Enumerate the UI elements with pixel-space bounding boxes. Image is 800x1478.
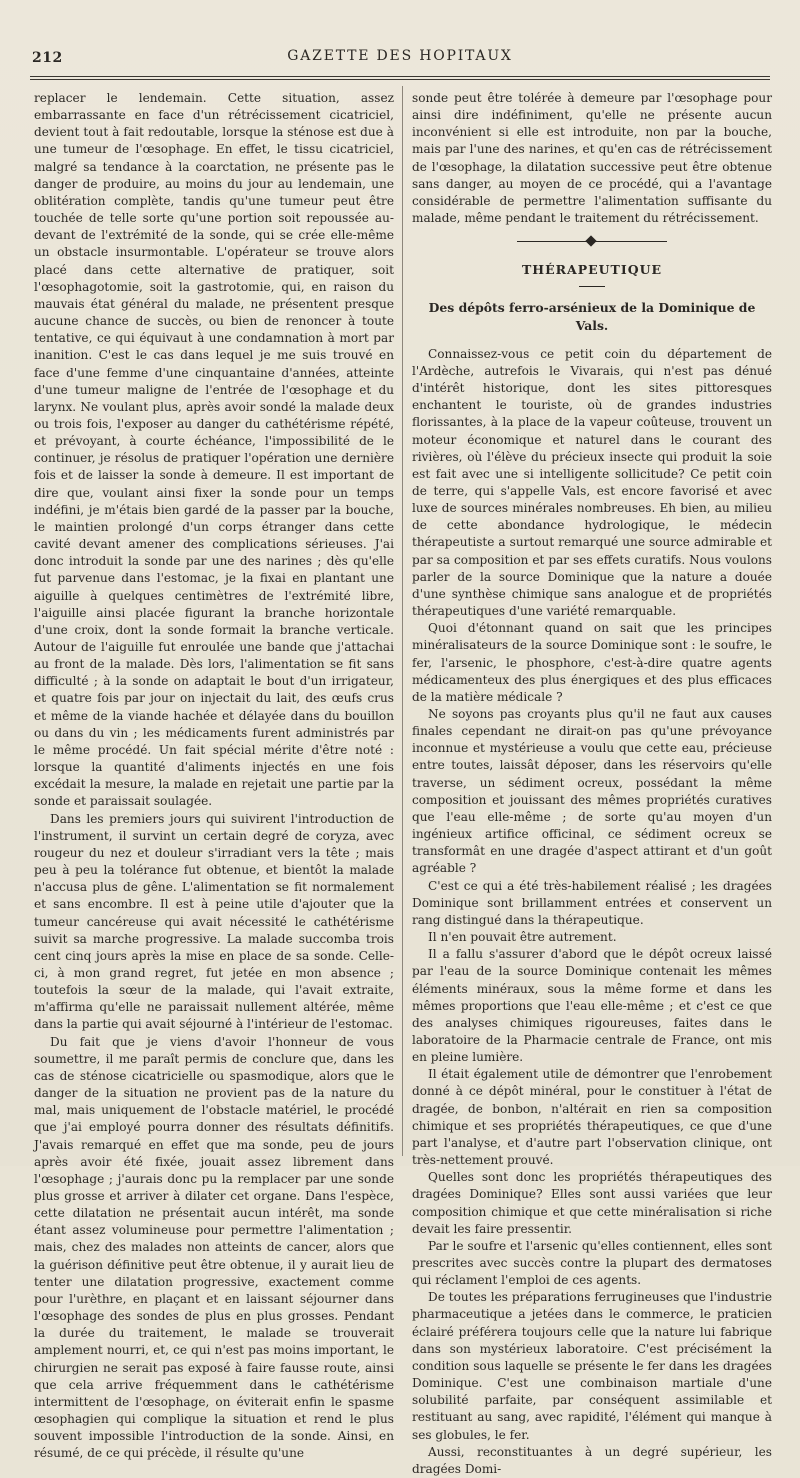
paragraph: Dans les premiers jours qui suivirent l'introduction de l'instrument, il survint un certain degré de coryza, avec rougeur du nez et douleur s'irradiant vers la tête ; mais peu à peu la tolérance fut obtenue, et bientôt la malade n'accusa plus de gêne. L'alimentation se fit normalement et sans encombre. Il est à peine utile d'ajouter que la tumeur cancéreuse qui avait nécessité le cathétérisme suivit sa marche progressive. La malade succomba trois cent cinq jours après la mise en place de sa sonde. Celle-ci, à mon grand regret, fut jetée en mon absence ; toutefois la sœur de la malade, qui l'avait extraite, m'affirma qu'elle ne paraissait nullement altérée, même dans la partie qui avait séjourné à l'intérieur de l'estomac. — [34, 811, 394, 1032]
header-rule-double — [30, 79, 770, 80]
paragraph: Il était également utile de démontrer que l'enrobement donné à ce dépôt minéral, pour le constituer à l'état de dragée, de bonbon, n'altérait en rien sa composition chimique et ses propriétés thérapeutiques, ce que d'une part l'analyse, et d'autre part l'observation clinique, ont très-nettement prouvé. — [412, 1067, 772, 1168]
paragraph: Par le soufre et l'arsenic qu'elles contiennent, elles sont prescrites avec succès contre la plupart des dermatoses qui réclament l'emploi de ces agents. — [412, 1238, 772, 1288]
paragraph: Il n'en pouvait être autrement. — [428, 930, 617, 945]
paragraph: C'est ce qui a été très-habilement réalisé ; les dragées Dominique sont brillamment entrées et conservent un rang distingué dans la thérapeutique. — [412, 878, 772, 927]
paragraph: De toutes les préparations ferrugineuses que l'industrie pharmaceutique a jetées dans le commerce, le praticien éclairé préférera toujours celle que la nature lui fabrique dans son mystérieux laboratoire. C'est précisément la condition sous laquelle se présente le fer dans les dragées Dominique. C'est une combinaison martiale d'une solubilité parfaite, par conséquent assimilable et restituant au sang, avec rapidité, l'élément qui manque à ses globules, le fer. — [412, 1290, 772, 1442]
paragraph: sonde peut être tolérée à demeure par l'œsophage pour ainsi dire indéfiniment, qu'elle ne présente aucun inconvénient si elle est introduite, non par la bouche, mais par l'une des narines, et qu'en cas de rétrécissement de l'œsophage, la dilatation successive peut être obtenue sans danger, au moyen de ce procédé, qui a l'avantage considérable de permettre l'alimentation suffisante du malade, même pendant le traitement du rétrécissement. — [412, 91, 772, 226]
page-header — [30, 46, 770, 72]
paragraph: Connaissez-vous ce petit coin du département de l'Ardèche, autrefois le Vivarais, qui n'est pas dénué d'intérêt historique, dont les sites pittoresques enchantent le touriste, où de grandes industries florissantes, à la place de la vapeur coûteuse, trouvent un moteur économique et naturel dans le courant des rivières, où l'élève du précieux insecte qui produit la soie est fait avec une si intelligente sollicitude? Ce petit coin de terre, qui s'appelle Vals, est encore favorisé et avec luxe de sources minérales nombreuses. Eh bien, au milieu de cette abondance hydrologique, le médecin thérapeutiste a surtout remarqué une source admirable et par sa composition et par ses effets curatifs. Nous voulons parler de la source Dominique que la nature a douée d'une synthèse chimique sans analogue et de propriétés thérapeutiques d'une variété remarquable. — [412, 346, 772, 619]
section-title: THÉRAPEUTIQUE — [521, 262, 663, 278]
article-title: Des dépôts ferro-arsénieux de la Dominique de Vals. — [428, 300, 756, 333]
running-title: GAZETTE DES HOPITAUX — [287, 48, 513, 64]
page-number: 212 — [32, 50, 63, 66]
paragraph: Quoi d'étonnant quand on sait que les principes minéralisateurs de la source Dominique sont : le soufre, le fer, l'arsenic, le phosphore, c'est-à-dire quatre agents médicamenteux des plus énergiques et des plus efficaces de la matière médicale ? — [412, 621, 772, 704]
right-column — [412, 90, 772, 1478]
left-column — [34, 90, 394, 1463]
ornamental-separator — [517, 237, 667, 247]
paragraph: Quelles sont donc les propriétés thérapeutiques des dragées Dominique? Elles sont aussi variées que leur composition chimique et que cette minéralisation si riche devait les faire pressentir. — [412, 1170, 772, 1236]
paragraph: Il a fallu s'assurer d'abord que le dépôt ocreux laissé par l'eau de la source Dominique contenait les mêmes éléments minéraux, sous la même forme et dans les mêmes proportions que l'eau elle-même ; et c'est ce que des analyses chimiques rigoureuses, faites dans le laboratoire de la Pharmacie centrale de France, ont mis en pleine lumière. — [412, 947, 772, 1065]
paragraph: Du fait que je viens d'avoir l'honneur de vous soumettre, il me paraît permis de conclure que, dans les cas de sténose cicatricielle ou spasmodique, alors que le danger de la situation ne provient pas de la nature du mal, mais uniquement de l'obstacle matériel, le procédé que j'ai employé pourra donner des résultats définitifs. J'avais remarqué en effet que ma sonde, peu de jours après avoir été fixée, jouait assez librement dans l'œsophage ; j'aurais donc pu la remplacer par une sonde plus grosse et arriver à dilater cet organe. Dans l'espèce, cette dilatation ne présentait aucun intérêt, ma sonde étant assez volumineuse pour permettre l'alimentation ; mais, chez des malades non atteints de cancer, alors que la guérison définitive peut être obtenue, il y aurait lieu de tenter une dilatation progressive, exactement comme pour l'urèthre, en plaçant et en laissant séjourner dans l'œsophage des sondes de plus en plus grosses. Pendant la durée du traitement, le malade se trouverait amplement nourri, et, ce qui n'est pas moins important, le chirurgien ne serait pas exposé à faire fausse route, ainsi que cela arrive fréquemment dans le cathétérisme intermittent de l'œsophage, on éviterait enfin le spasme œsophagien qui complique la situation et rend le plus souvent impossible l'introduction de la sonde. Ainsi, en résumé, de ce qui précède, il résulte qu'une — [34, 1034, 394, 1461]
column-divider — [402, 86, 403, 1156]
paragraph: Aussi, reconstituantes à un degré supérieur, les dragées Domi- — [412, 1444, 772, 1476]
section-rule — [579, 286, 605, 287]
paragraph: replacer le lendemain. Cette situation, assez embarrassante en face d'un rétrécissement cicatriciel, devient tout à fait redoutable, lorsque la sténose est due à une tumeur de l'œsophage. En effet, le tissu cicatriciel, malgré sa tendance à la coarctation, ne présente pas le danger de produire, au moins du jour au lendemain, une oblitération complète, tandis qu'une tumeur peut être touchée de telle sorte qu'une portion soit repoussée au-devant de l'extrémité de la sonde, qui se crée elle-même un obstacle insurmontable. L'opérateur se trouve alors placé dans cette alternative de pratiquer, soit l'œsophagotomie, soit la gastrotomie, qui, en raison du mauvais état général du malade, ne présentent presque aucune chance de succès, ou bien de renoncer à toute tentative, ce qui équivaut à une condamnation à mort par inanition. C'est le cas dans lequel je me suis trouvé en face d'une femme d'une cinquantaine d'années, atteinte d'une tumeur maligne de l'entrée de l'œsophage et du larynx. Ne voulant plus, après avoir sondé la malade deux ou trois fois, l'exposer au danger du cathétérisme répété, et prévoyant, à courte échéance, l'impossibilité de le continuer, je résolus de pratiquer l'opération une dernière fois et de laisser la sonde à demeure. Il est important de dire que, voulant ainsi fixer la sonde pour un temps indéfini, je m'étais bien gardé de la passer par la bouche, le maintien prolongé d'un corps étranger dans cette cavité devant amener des complications sérieuses. J'ai donc introduit la sonde par une des narines ; dès qu'elle fut parvenue dans l'estomac, je la fixai en plantant une aiguille à quelques centimètres de l'extrémité libre, l'aiguille ainsi placée figurant la branche horizontale d'une croix, dont la sonde formait la branche verticale. Autour de l'aiguille fut enroulée une bande que j'attachai au front de la malade. Dès lors, l'alimentation se fit sans difficulté ; à la sonde on adaptait le bout d'un irrigateur, et quatre fois par jour on injectait du lait, des œufs crus et même de la viande hachée et délayée dans du bouillon ou dans du vin ; les médicaments furent administrés par le même procédé. Un fait spécial mérite d'être noté : lorsque la quantité d'aliments injectés en une fois excédait la mesure, la malade en rejetait une partie par la sonde et paraissait soulagée. — [34, 91, 394, 809]
header-rule — [30, 76, 770, 77]
paragraph: Ne soyons pas croyants plus qu'il ne faut aux causes finales cependant ne dirait-on pas qu'une prévoyance inconnue et mystérieuse a voulu que cette eau, précieuse entre toutes, laissât déposer, dans les réservoirs qu'elle traverse, un sédiment ocreux, possédant la même composition et jouissant des mêmes propriétés curatives que l'eau elle-même ; de sorte qu'au moyen d'un ingénieux artifice officinal, ce sédiment ocreux se transformât en une dragée d'aspect attirant et d'un goût agréable ? — [412, 707, 772, 876]
